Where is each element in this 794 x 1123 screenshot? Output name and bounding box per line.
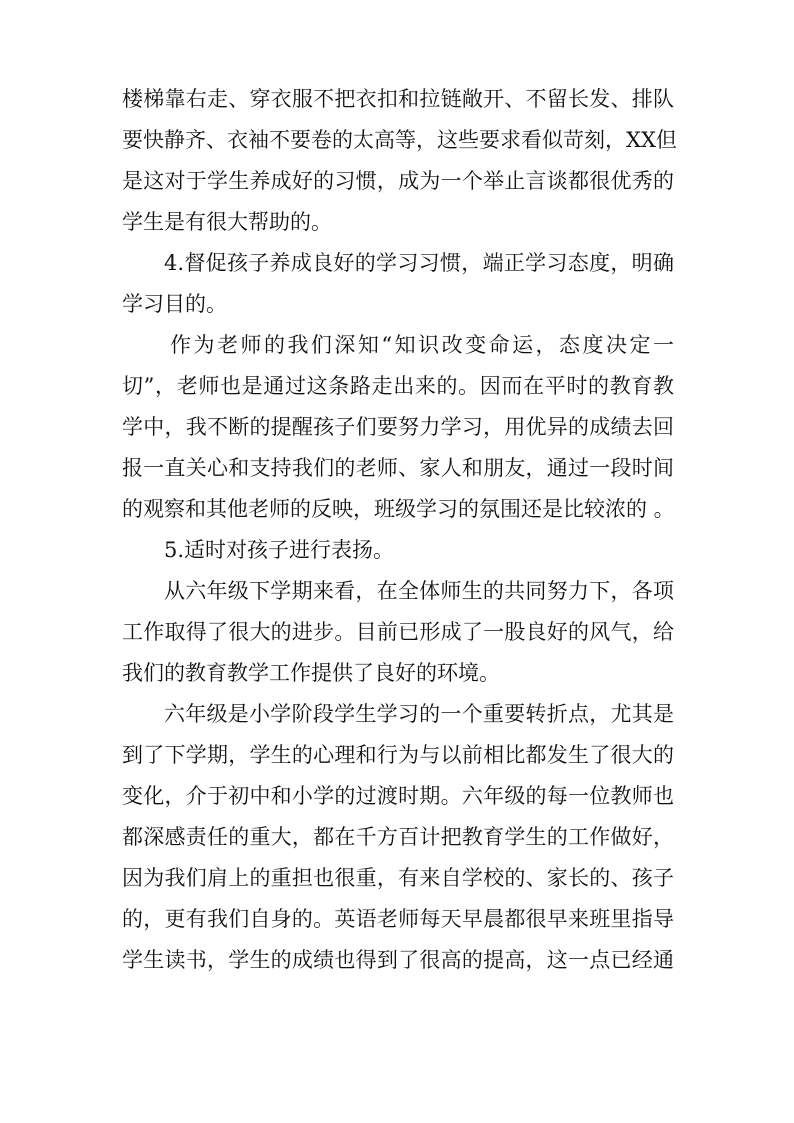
text-line: 4.督促孩子养成良好的学习习惯，端正学习态度，明确 [164, 251, 674, 275]
text-line: 从六年级下学期来看，在全体师生的共同努力下，各项 [164, 579, 674, 603]
text-line: 要快静齐、衣袖不要卷的太高等，这些要求看似苛刻，XX但 [122, 128, 677, 152]
text-line: 都深感责任的重大，都在千方百计把教育学生的工作做好， [122, 825, 674, 849]
text-line: 学习目的。 [122, 292, 227, 316]
body-text [122, 79, 677, 981]
text-line: 六年级是小学阶段学生学习的一个重要转折点，尤其是 [164, 702, 674, 726]
text-line: 5.适时对孩子进行表扬。 [164, 538, 395, 562]
text-line: 到了下学期，学生的心理和行为与以前相比都发生了很大的 [122, 743, 674, 767]
text-line: 报一直关心和支持我们的老师、家人和朋友，通过一段时间 [122, 456, 674, 480]
text-line: 工作取得了很大的进步。目前已形成了一股良好的风气，给 [122, 620, 674, 644]
text-line: 我们的教育教学工作提供了良好的环境。 [122, 661, 500, 685]
text-line: 楼梯靠右走、穿衣服不把衣扣和拉链敞开、不留长发、排队 [122, 87, 674, 111]
text-line: 学中，我不断的提醒孩子们要努力学习，用优异的成绩去回 [122, 415, 674, 439]
text-line: 的，更有我们自身的。英语老师每天早晨都很早来班里指导 [122, 907, 674, 931]
text-line: 作为老师的我们深知“知识改变命运，态度决定一 [170, 333, 674, 357]
text-line: 是这对于学生养成好的习惯，成为一个举止言谈都很优秀的 [122, 169, 674, 193]
text-line: 变化，介于初中和小学的过渡时期。六年级的每一位教师也 [122, 784, 674, 808]
text-line: 学生读书，学生的成绩也得到了很高的提高，这一点已经通 [122, 948, 674, 972]
text-line: 的观察和其他老师的反映，班级学习的氛围还是比较浓的 。 [122, 497, 675, 521]
text-line: 学生是有很大帮助的。 [122, 210, 332, 234]
text-line: 切”，老师也是通过这条路走出来的。因而在平时的教育教 [122, 374, 674, 398]
text-line: 因为我们肩上的重担也很重，有来自学校的、家长的、孩子 [122, 866, 674, 890]
